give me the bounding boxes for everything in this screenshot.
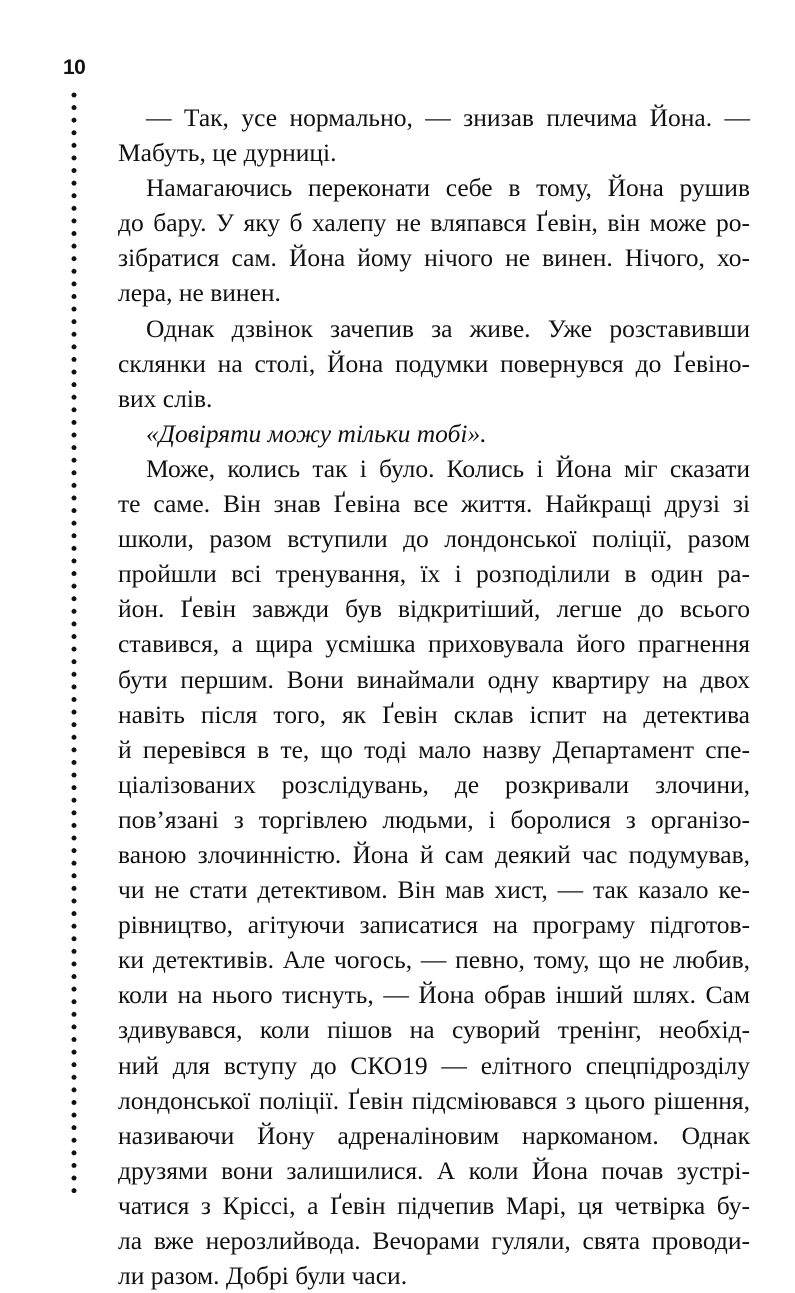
text-line: коли на нього тиснуть, — Йона обрав інший шлях. Сам bbox=[118, 980, 750, 1010]
text-line: ли разом. Добрі були часи. bbox=[118, 1261, 408, 1291]
text-line: ваною злочинністю. Йона й сам деякий час подумував, bbox=[118, 839, 750, 869]
text-line: здивувався, коли пішов на суворий тренінг, необхід- bbox=[118, 1015, 750, 1045]
text-line: вих слів. bbox=[118, 383, 213, 413]
page-number: 10 bbox=[63, 56, 86, 79]
text-line: лондонської поліції. Ґевін підсміювався з цього рішення, bbox=[118, 1085, 750, 1115]
text-line: друзями вони залишилися. А коли Йона почав зустрі- bbox=[118, 1155, 750, 1185]
text-line: ставився, а щира усмішка приховувала його прагнення bbox=[118, 629, 750, 659]
text-line: зібратися сам. Йона йому нічого не винен. Нічого, хо- bbox=[118, 243, 750, 273]
text-line: школи, разом вступили до лондонської поліції, разом bbox=[118, 524, 750, 554]
text-line: чатися з Кріссі, а Ґевін підчепив Марі, ця четвірка бу- bbox=[118, 1190, 750, 1220]
text-line: Мабуть, це дурниці. bbox=[118, 138, 337, 168]
text-line: чи не стати детективом. Він мав хист, — так казало ке- bbox=[118, 875, 750, 905]
text-line: пов’язані з торгівлею людьми, і боролися з організо- bbox=[118, 804, 750, 834]
text-line: й перевівся в те, що тоді мало назву Департамент спе- bbox=[118, 734, 750, 764]
text-line: ний для вступу до СКО19 — елітного спецпідрозділу bbox=[118, 1050, 750, 1080]
text-line: ціалізованих розслідувань, де розкривали злочини, bbox=[118, 769, 750, 799]
text-line: ки детективів. Але чогось, — певно, тому, що не любив, bbox=[118, 945, 750, 975]
text-line: «Довіряти можу тільки тобі». bbox=[146, 418, 487, 448]
text-line: йон. Ґевін завжди був відкритіший, легше до всього bbox=[118, 594, 750, 624]
text-line: рівництво, агітуючи записатися на програму підготов- bbox=[118, 910, 750, 940]
body-text bbox=[118, 100, 750, 1293]
dotted-margin-rule bbox=[71, 92, 77, 1200]
text-line: те саме. Він знав Ґевіна все життя. Найкращі друзі зі bbox=[118, 489, 750, 519]
text-line: — Так, усе нормально, — знизав плечима Йона. — bbox=[146, 103, 750, 132]
text-line: лера, не винен. bbox=[118, 278, 281, 308]
text-line: навіть після того, як Ґевін склав іспит на детектива bbox=[118, 699, 750, 729]
text-line: склянки на столі, Йона подумки повернувся до Ґевіно- bbox=[118, 348, 750, 378]
text-line: пройшли всі тренування, їх і розподілили в один ра- bbox=[118, 559, 750, 589]
text-line: бути першим. Вони винаймали одну квартиру на двох bbox=[118, 664, 750, 694]
text-line: ла вже нерозлийвода. Вечорами гуляли, свята проводи- bbox=[118, 1226, 750, 1255]
text-line: називаючи Йону адреналіновим наркоманом. Однак bbox=[118, 1120, 750, 1150]
text-line: до бару. У яку б халепу не вляпався Ґевін, він може ро- bbox=[118, 208, 750, 238]
text-line: Однак дзвінок зачепив за живе. Уже розставивши bbox=[146, 313, 750, 343]
text-line: Намагаючись переконати себе в тому, Йона рушив bbox=[146, 173, 750, 203]
text-line: Може, колись так і було. Колись і Йона міг сказати bbox=[146, 453, 750, 483]
